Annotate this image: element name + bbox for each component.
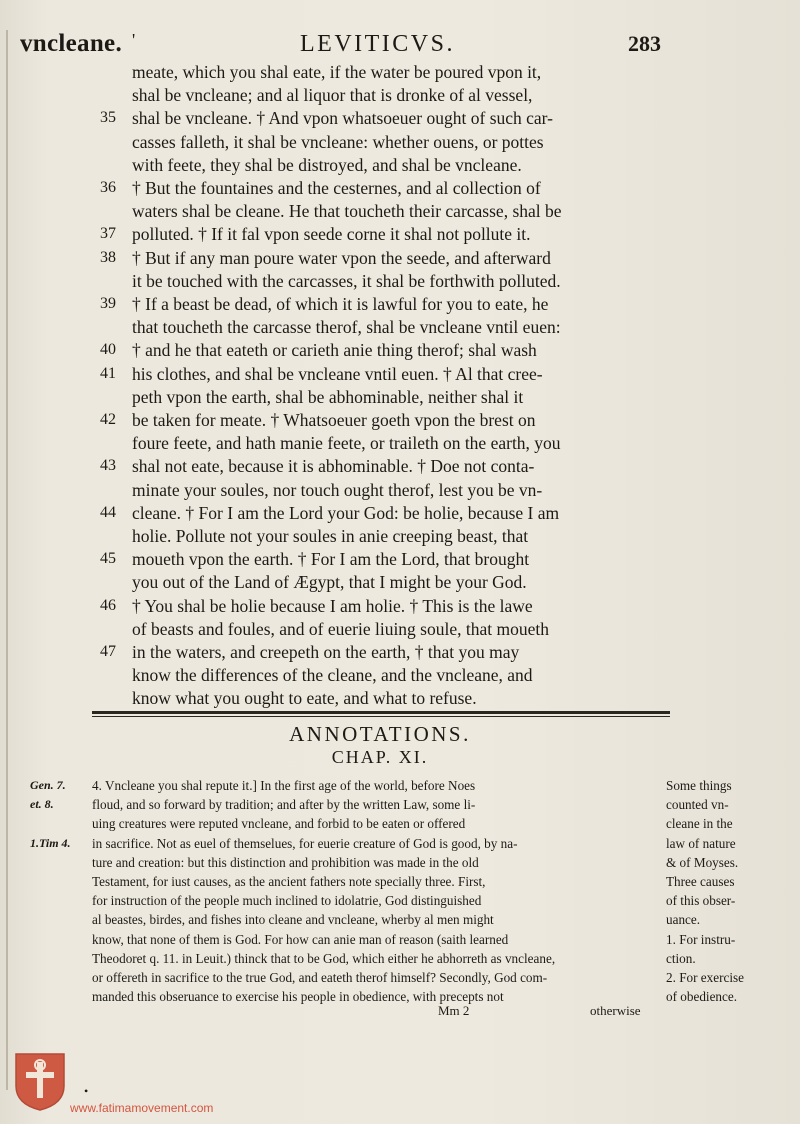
text-line: † But the fountaines and the cesternes, and al collection of xyxy=(132,178,541,198)
text-line: you out of the Land of Ægypt, that I might be your God. xyxy=(132,572,527,593)
text-line: shal not eate, because it is abhominable. † Doe not conta- xyxy=(132,456,535,477)
text-line: minate your soules, nor touch ought therof, lest you be vn- xyxy=(132,479,543,500)
text-line: casses falleth, it shal be vncleane: whether ouens, or pottes xyxy=(132,131,544,152)
text-line: † and he that eateth or carieth anie thing therof; shal wash xyxy=(132,340,537,361)
verse-number: 36 xyxy=(100,179,116,196)
annotation-line: or offereth in sacrifice to the true God, and eateth therof himself? Secondly, God com- xyxy=(92,970,548,985)
text-line: know what you ought to eate, and what to refuse. xyxy=(132,688,477,709)
annotation-line: Theodoret q. 11. in Leuit.) thinck that to be God, which either he abhorreth as vncleane, xyxy=(92,950,556,966)
annotation-line: in sacrifice. Not as euel of themselues, for euerie creature of God is good, by na- xyxy=(92,835,518,851)
text-line: know the differences of the cleane, and the vncleane, and xyxy=(132,665,533,686)
margin-note: of this obser- xyxy=(666,893,736,909)
verse-number: 40 xyxy=(100,341,116,359)
text-line: with feete, they shal be distroyed, and shal be vncleane. xyxy=(132,154,522,175)
coat-of-arms-icon xyxy=(14,1052,66,1112)
verse-number: 44 xyxy=(100,503,116,521)
annotation-line: 4. Vncleane you shal repute it.] In the first age of the world, before Noes xyxy=(92,778,476,793)
margin-note: Three causes xyxy=(666,874,735,889)
margin-note: uance. xyxy=(666,912,701,928)
text-line: moueth vpon the earth. † For I am the Lord, that brought xyxy=(132,549,530,570)
text-line: shal be vncleane; and al liquor that is dronke of al vessel, xyxy=(132,85,533,106)
section-divider-thin xyxy=(92,716,670,717)
text-line: meate, which you shal eate, if the water be poured vpon it, xyxy=(132,62,542,82)
annotation-line: Testament, for iust causes, as the ancient fathers note specially three. First, xyxy=(92,874,486,889)
text-line: holie. Pollute not your soules in anie creeping beast, that xyxy=(132,526,529,546)
margin-note: counted vn- xyxy=(666,797,729,813)
page-edge-rule xyxy=(6,30,8,1090)
margin-note: 2. For exercise xyxy=(666,970,744,985)
website-watermark[interactable]: www.fatimamovement.com xyxy=(70,1101,214,1115)
verse-number: 42 xyxy=(100,411,116,428)
text-line: that toucheth the carcasse therof, shal be vncleane vntil euen: xyxy=(132,317,561,338)
text-line: † If a beast be dead, of which it is lawful for you to eate, he xyxy=(132,294,549,314)
annotation-line: manded this obseruance to exercise his people in obedience, with precepts not xyxy=(92,989,504,1005)
text-line: † You shal be holie because I am holie. † This is the lawe xyxy=(132,595,533,616)
verse-number: 41 xyxy=(100,364,116,382)
annotations-title: ANNOTATIONS. xyxy=(289,722,471,746)
decorative-dot: • xyxy=(84,1084,89,1098)
verse-number: 45 xyxy=(100,550,116,568)
verse-number: 46 xyxy=(100,596,116,614)
margin-note: 1. For instru- xyxy=(666,931,736,947)
margin-note: & of Moyses. xyxy=(666,854,739,870)
text-line: it be touched with the carcasses, it shal be forthwith polluted. xyxy=(132,270,561,291)
verse-number: 37 xyxy=(100,225,116,243)
signature-mark: Mm 2 xyxy=(438,1003,470,1018)
text-line: in the waters, and creepeth on the earth, † that you may xyxy=(132,642,520,662)
verse-number: 35 xyxy=(100,109,116,127)
text-line: be taken for meate. † Whatsoeuer goeth vpon the brest on xyxy=(132,410,536,430)
verse-number: 47 xyxy=(100,643,116,660)
margin-note: of obedience. xyxy=(666,989,738,1005)
annotation-line: floud, and so forward by tradition; and after by the written Law, some li- xyxy=(92,797,476,813)
text-line: his clothes, and shal be vncleane vntil euen. † Al that cree- xyxy=(132,363,543,384)
margin-note: ction. xyxy=(666,950,696,966)
page-number: 283 xyxy=(628,31,661,56)
section-divider xyxy=(92,711,670,714)
verse-number: 39 xyxy=(100,295,116,312)
text-line: polluted. † If it fal vpon seede corne it shal not pollute it. xyxy=(132,224,531,245)
margin-reference: et. 8. xyxy=(30,797,54,812)
text-line: peth vpon the earth, shal be abhominable, neither shal it xyxy=(132,386,524,407)
verse-number: 43 xyxy=(100,457,116,475)
margin-note: cleane in the xyxy=(666,816,733,832)
margin-reference: Gen. 7. xyxy=(30,778,66,792)
running-head-left: vncleane. xyxy=(20,30,122,57)
verse-number: 38 xyxy=(100,248,116,266)
running-head-mark: ' xyxy=(132,30,136,50)
running-head-title: LEVITICVS. xyxy=(300,31,455,57)
margin-note: law of nature xyxy=(666,835,736,851)
catchword: otherwise xyxy=(590,1003,641,1018)
text-line: shal be vncleane. † And vpon whatsoeuer ought of such car- xyxy=(132,108,553,129)
text-line: foure feete, and hath manie feete, or traileth on the earth, you xyxy=(132,433,561,454)
text-line: of beasts and foules, and of euerie liuing soule, that moueth xyxy=(132,618,549,639)
text-line: † But if any man poure water vpon the seede, and afterward xyxy=(132,247,551,268)
margin-reference: 1.Tim 4. xyxy=(30,835,71,850)
annotation-line: for instruction of the people much inclined to idolatrie, God distinguished xyxy=(92,893,482,909)
annotations-chapter: CHAP. XI. xyxy=(331,747,429,767)
margin-note: Some things xyxy=(666,778,732,793)
annotation-line: al beastes, birdes, and fishes into cleane and vncleane, wherby al men might xyxy=(92,912,494,928)
annotation-line: ture and creation: but this distinction and prohibition was made in the old xyxy=(92,854,479,870)
annotation-line: know, that none of them is God. For how can anie man of reason (saith learned xyxy=(92,931,509,947)
annotation-line: uing creatures were reputed vncleane, and forbid to be eaten or offered xyxy=(92,816,466,832)
text-line: waters shal be cleane. He that toucheth their carcasse, shal be xyxy=(132,201,562,222)
text-line: cleane. † For I am the Lord your God: be holie, because I am xyxy=(132,502,560,523)
